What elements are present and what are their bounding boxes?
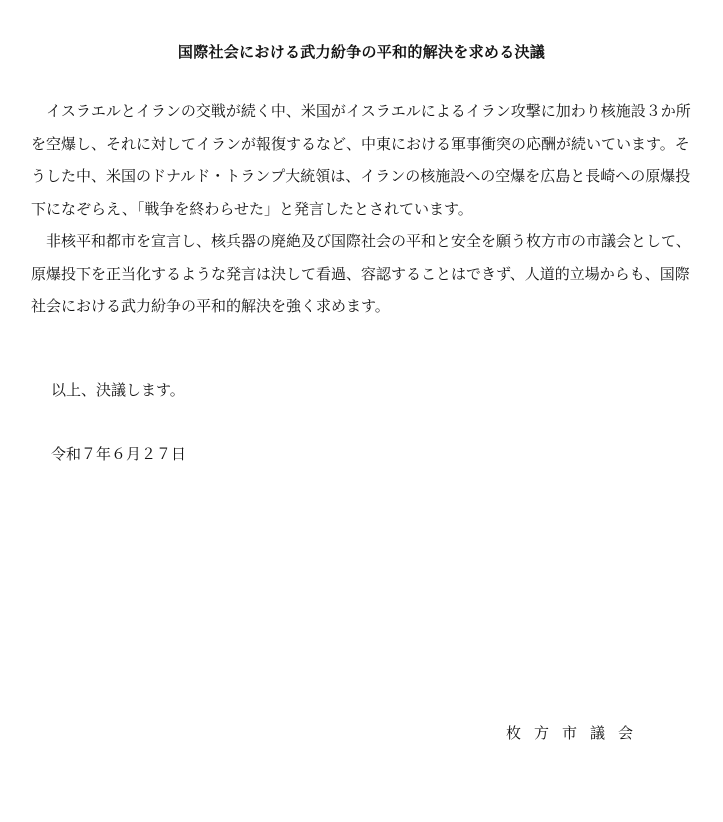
document-body: [31, 95, 691, 323]
resolution-date: 令和７年６月２７日: [51, 445, 187, 463]
closing-statement: 以上、決議します。: [51, 381, 185, 399]
council-signature: 枚方市議会: [506, 724, 647, 742]
body-paragraph-1: イスラエルとイランの交戦が続く中、米国がイスラエルによるイラン攻撃に加わり核施設３か所を空爆し、それに対してイランが報復するなど、中東における軍事衝突の応酬が続いています。そうした中、米国のドナルド・トランプ大統領は、イランの核施設への空爆を広島と長崎への原爆投下になぞらえ、「戦争を終わらせた」と発言したとされています。: [31, 102, 691, 218]
document-title: 国際社会における武力紛争の平和的解決を求める決議: [177, 43, 546, 61]
body-paragraph-2: 非核平和都市を宣言し、核兵器の廃絶及び国際社会の平和と安全を願う枚方市の市議会として、原爆投下を正当化するような発言は決して看過、容認することはできず、人道的立場からも、国際社会における武力紛争の平和的解決を強く求めます。: [31, 232, 691, 315]
